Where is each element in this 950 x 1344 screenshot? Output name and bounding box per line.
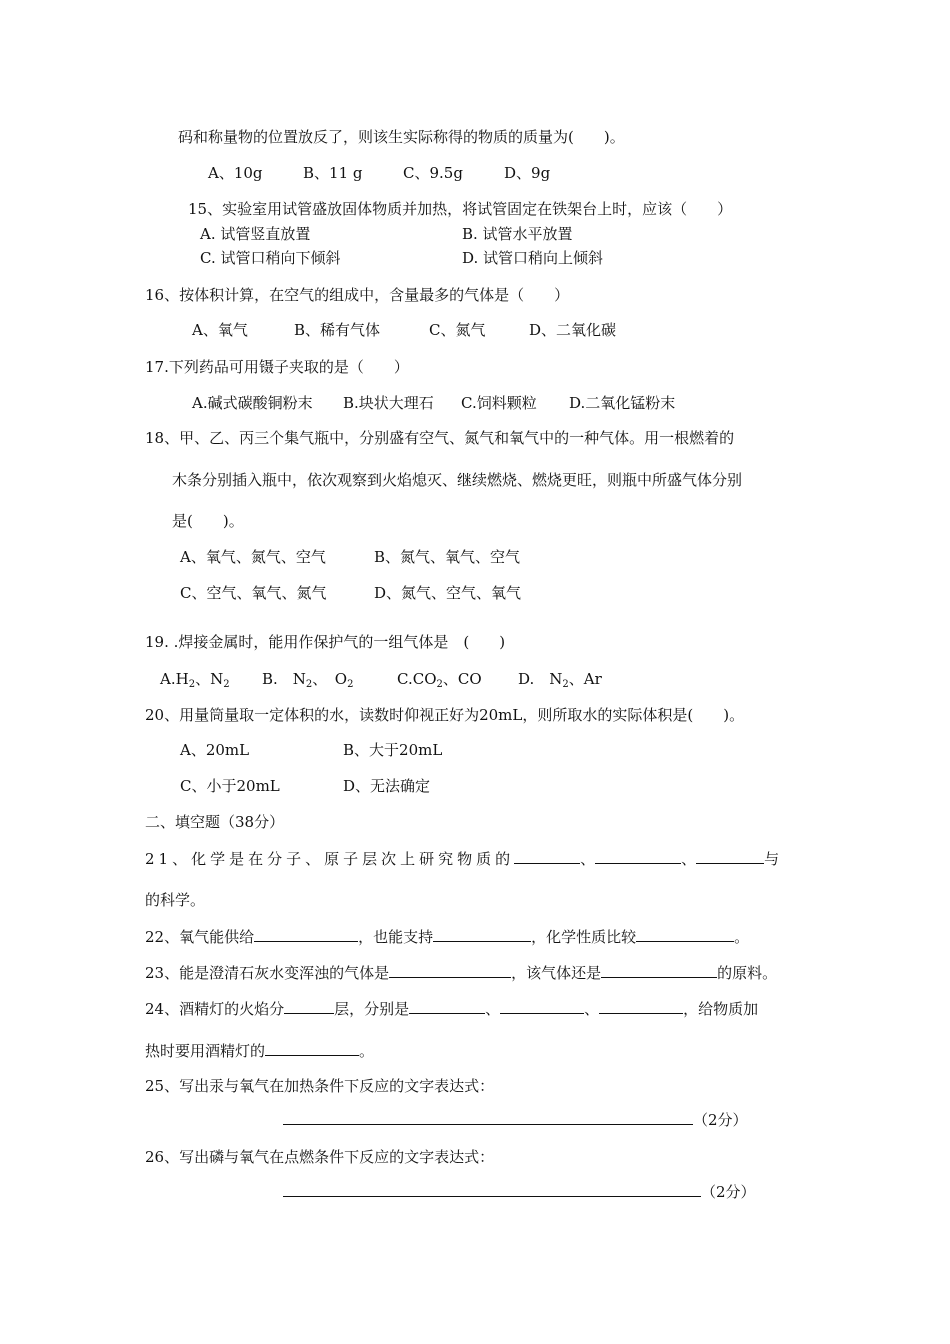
q25-stem: 25、写出汞与氧气在加热条件下反应的文字表达式： (145, 1077, 495, 1095)
q15-option-c: C. 试管口稍向下倾斜 (200, 249, 341, 267)
q20-option-b: B、大于20mL (343, 741, 443, 759)
q18-option-d: D、氮气、空气、氧气 (374, 584, 522, 602)
q19-option-d: D. $N_2$、Ar (518, 670, 602, 690)
q17-stem: 17.下列药品可用镊子夹取的是（ ） (145, 358, 409, 376)
q24-line-1: 24、酒精灯的火焰分 层，分别是 、 、 ，给物质加 (145, 1000, 759, 1018)
q17-option-c: C.饲料颗粒 (461, 394, 537, 412)
q16-option-a: A、氧气 (192, 321, 248, 339)
q16-option-b: B、稀有气体 (294, 321, 381, 339)
q18-option-c: C、空气、氧气、氮气 (180, 584, 327, 602)
q15-option-a: A. 试管竖直放置 (200, 225, 311, 243)
q21-blank-3[interactable] (696, 848, 764, 864)
q25-blank[interactable] (283, 1109, 693, 1125)
q24-blank-4[interactable] (599, 998, 683, 1014)
q14-option-d: D、9g (504, 164, 551, 182)
q24-blank-5[interactable] (265, 1040, 359, 1056)
q17-option-b: B.块状大理石 (343, 394, 434, 412)
q18-line-2: 木条分别插入瓶中，依次观察到火焰熄灭、继续燃烧、燃烧更旺，则瓶中所盛气体分别 (172, 471, 743, 489)
q25-answer-line: （2分） (283, 1109, 748, 1130)
q16-option-d: D、二氧化碳 (529, 321, 617, 339)
q23-blank-2[interactable] (601, 962, 717, 978)
q14-continuation: 码和称量物的位置放反了，则该生实际称得的物质的质量为( )。 (178, 128, 625, 146)
q20-option-a: A、20mL (180, 741, 250, 759)
q22-blank-2[interactable] (433, 926, 531, 942)
q26-stem: 26、写出磷与氧气在点燃条件下反应的文字表达式： (145, 1148, 495, 1166)
q20-option-d: D、无法确定 (343, 777, 431, 795)
q18-line-1: 18、甲、乙、丙三个集气瓶中，分别盛有空气、氮气和氧气中的一种气体。用一根燃着的 (145, 429, 735, 447)
q23-blank-1[interactable] (389, 962, 511, 978)
q22-blank-1[interactable] (254, 926, 358, 942)
q19-option-a: $A.H_2$、$N_2$ (160, 670, 230, 690)
q23-line: 23、能是澄清石灰水变浑浊的气体是 ，该气体还是 的原料。 (145, 964, 778, 982)
q20-option-c: C、小于20mL (180, 777, 280, 795)
q16-option-c: C、氮气 (429, 321, 486, 339)
q21-line-2: 的科学。 (145, 891, 206, 909)
q14-option-b: B、11 g (303, 164, 363, 182)
q21-line-1: 21、化学是在分子、原子层次上研究物质的 、 、 与 (145, 850, 780, 868)
q20-stem: 20、用量筒量取一定体积的水，读数时仰视正好为20mL，则所取水的实际体积是( )。 (145, 706, 745, 724)
q24-line-2: 热时要用酒精灯的 。 (145, 1042, 375, 1060)
q19-option-b: B. $N_2$、 $O_2$ (262, 670, 354, 690)
q15-option-b: B. 试管水平放置 (462, 225, 573, 243)
q14-option-a: A、10g (208, 164, 263, 182)
q21-blank-1[interactable] (514, 848, 580, 864)
q18-line-3: 是( )。 (172, 512, 244, 530)
q19-option-c: $C.CO_2$、CO (397, 670, 482, 690)
q24-blank-1[interactable] (284, 998, 334, 1014)
q16-stem: 16、按体积计算，在空气的组成中，含量最多的气体是（ ） (145, 286, 570, 304)
q18-option-a: A、氧气、氮气、空气 (180, 548, 326, 566)
q26-answer-line: （2分） (283, 1181, 756, 1202)
q15-option-d: D. 试管口稍向上倾斜 (462, 249, 604, 267)
section-heading: 二、填空题（38分） (145, 813, 285, 831)
q26-blank[interactable] (283, 1181, 701, 1197)
q24-blank-3[interactable] (500, 998, 584, 1014)
q18-option-b: B、氮气、氧气、空气 (374, 548, 521, 566)
q14-option-c: C、9.5g (403, 164, 463, 182)
q17-option-d: D.二氧化锰粉末 (569, 394, 676, 412)
q19-stem: 19. .焊接金属时，能用作保护气的一组气体是 ( ) (145, 633, 506, 651)
q21-blank-2[interactable] (595, 848, 681, 864)
q15-stem: 15、实验室用试管盛放固体物质并加热，将试管固定在铁架台上时，应该（ ） (188, 200, 733, 218)
q24-blank-2[interactable] (409, 998, 485, 1014)
q22-blank-3[interactable] (636, 926, 734, 942)
q22-line: 22、氧气能供给 ，也能支持 ，化学性质比较 。 (145, 928, 750, 946)
q17-option-a: A.碱式碳酸铜粉末 (192, 394, 313, 412)
